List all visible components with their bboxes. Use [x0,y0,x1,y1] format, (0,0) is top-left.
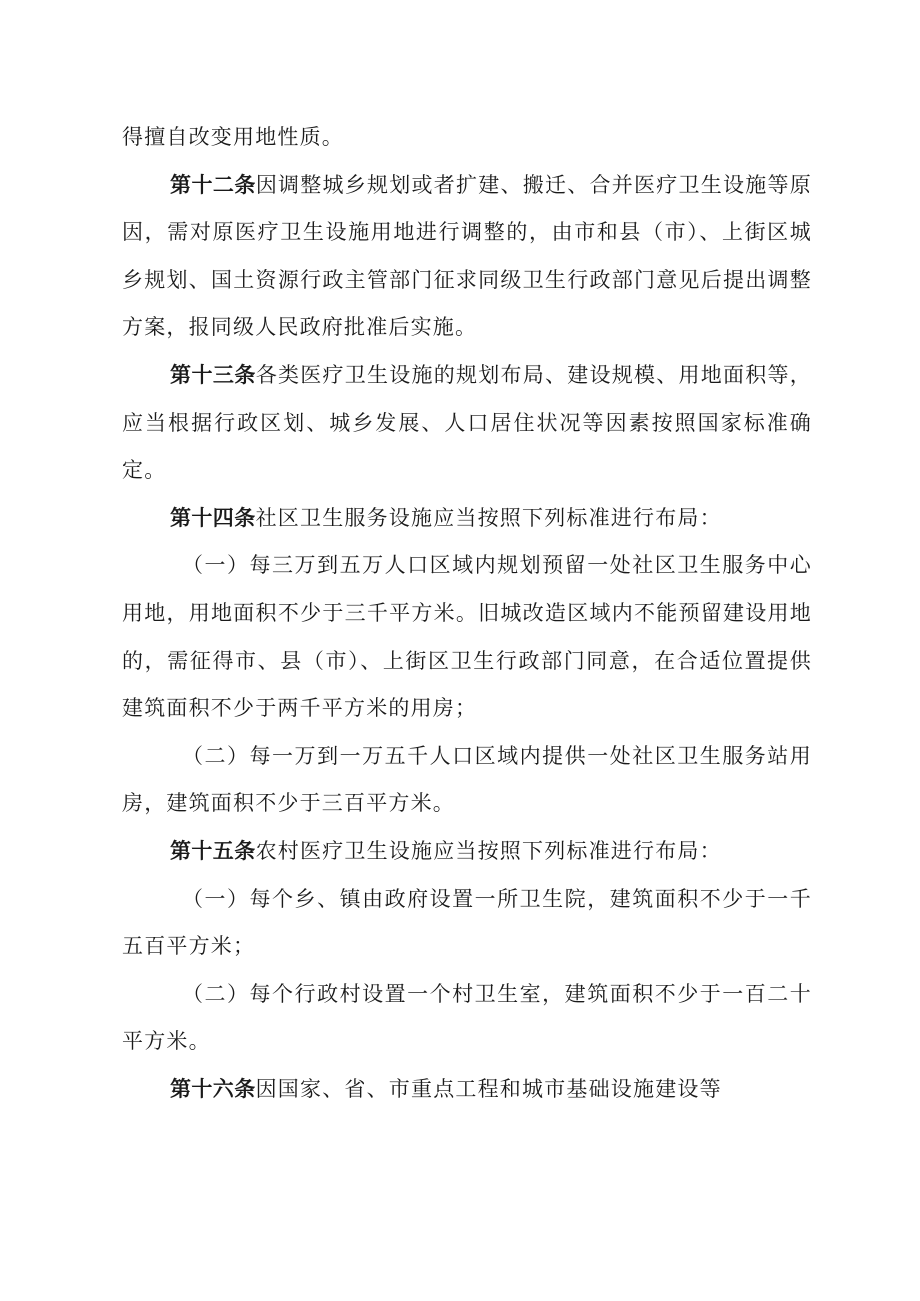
document-body [122,114,812,1113]
paragraph-continuation [122,114,812,162]
article-13 [122,352,812,495]
article-15 [122,828,812,876]
article-12 [122,162,812,352]
item-text: （二）每一万到一万五千人口区域内提供一处社区卫生服务站用房，建筑面积不少于三百平方米。 [122,743,812,816]
article-heading: 第十五条 [170,838,256,863]
article-text: 农村医疗卫生设施应当按照下列标准进行布局： [255,838,722,863]
article-text: 因调整城乡规划或者扩建、搬迁、合并医疗卫生设施等原因，需对原医疗卫生设施用地进行调整的，由市和县（市）、上街区城乡规划、国土资源行政主管部门征求同级卫生行政部门意见后提出调整方案，报同级人民政府批准后实施。 [122,172,813,340]
item-text: （一）每三万到五万人口区域内规划预留一处社区卫生服务中心用地，用地面积不少于三千平方米。旧城改造区域内不能预留建设用地的，需征得市、县（市）、上街区卫生行政部门同意，在合适位置提供建筑面积不少于两千平方米的用房； [122,553,812,721]
article-heading: 第十六条 [170,1076,256,1101]
item-text: （一）每个乡、镇由政府设置一所卫生院，建筑面积不少于一千五百平方米； [122,886,812,959]
article-heading: 第十四条 [170,505,256,530]
article-heading: 第十三条 [170,362,256,387]
article-15-item-2 [122,971,812,1066]
article-heading: 第十二条 [170,172,256,197]
article-text: 各类医疗卫生设施的规划布局、建设规模、用地面积等，应当根据行政区划、城乡发展、人口居住状况等因素按照国家标准确定。 [122,362,813,483]
paragraph-text: 得擅自改变用地性质。 [122,125,344,149]
article-text: 因国家、省、市重点工程和城市基础设施建设等 [255,1076,722,1101]
article-14-item-2 [122,733,812,828]
article-text: 社区卫生服务设施应当按照下列标准进行布局： [255,505,722,530]
article-15-item-1 [122,876,812,971]
item-text: （二）每个行政村设置一个村卫生室，建筑面积不少于一百二十平方米。 [122,981,812,1054]
article-14-item-1 [122,542,812,732]
article-14 [122,495,812,543]
article-16 [122,1066,812,1114]
